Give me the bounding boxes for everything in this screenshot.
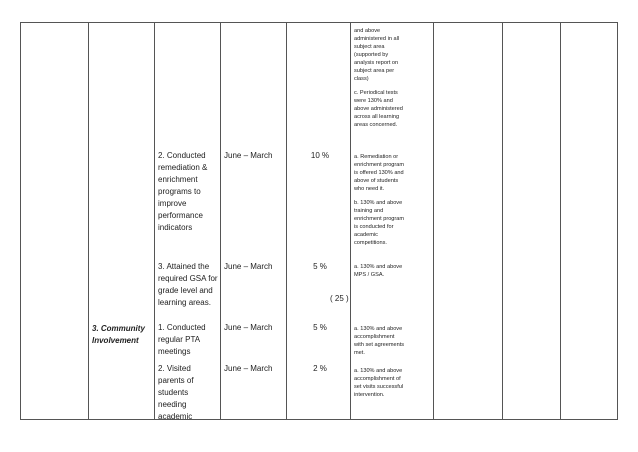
column-divider: [220, 23, 221, 419]
subtotal: ( 25 ): [330, 294, 349, 303]
objective-cell: 1. Conducted regular PTA meetings: [158, 323, 206, 356]
column-divider: [560, 23, 561, 419]
document-table: [20, 22, 618, 420]
column-divider: [350, 23, 351, 419]
weight-cell: 2 %: [313, 364, 327, 373]
indicator-continued: and above administered in all subject area (supported by analysis report on subject area per class) c. Periodical tests were 130% and above administered across all learning areas concerned.: [354, 28, 403, 128]
objective-cell: 2. Conducted remediation & enrichment programs to improve performance indicators: [158, 151, 208, 232]
timeline-cell: June – March: [224, 364, 273, 373]
column-divider: [154, 23, 155, 419]
timeline-cell: June – March: [224, 262, 273, 271]
weight-cell: 5 %: [313, 262, 327, 271]
indicator-cell: a. 130% and above accomplishment with set agreements met.: [354, 326, 405, 356]
kra-label: 3. Community Involvement: [92, 324, 145, 345]
weight-cell: 10 %: [310, 151, 330, 160]
weight-cell: 5 %: [313, 323, 327, 332]
column-divider: [502, 23, 503, 419]
column-divider: [88, 23, 89, 419]
indicator-cell: a. 130% and above MPS / GSA.: [354, 264, 403, 278]
indicator-cell: a. Remediation or enrichment program is offered 130% and above of students who need it. b. 130% and above training and enrichment program is conducted for academic competitions.: [354, 154, 405, 246]
objective-cell: 3. Attained the required GSA for grade level and learning areas.: [158, 262, 218, 307]
column-divider: [433, 23, 434, 419]
objective-cell: 2. Visited parents of students needing academic: [158, 364, 194, 421]
timeline-cell: June – March: [224, 323, 273, 332]
column-divider: [286, 23, 287, 419]
timeline-cell: June – March: [224, 151, 273, 160]
indicator-cell: a. 130% and above accomplishment of set visits successful intervention.: [354, 368, 404, 398]
